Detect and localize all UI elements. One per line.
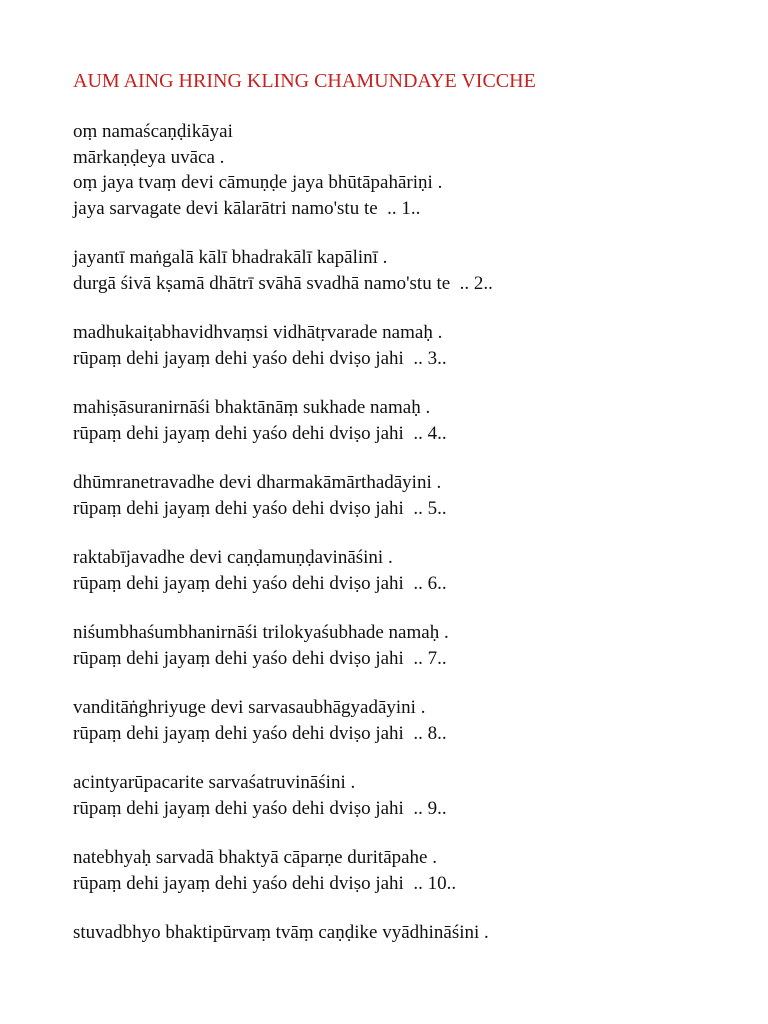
verse-stanza [73, 695, 733, 746]
verse-line: rūpaṃ dehi jayaṃ dehi yaśo dehi dviṣo jahi .. 9.. [73, 797, 447, 819]
verse-line: dhūmranetravadhe devi dharmakāmārthadāyini . [73, 472, 442, 493]
verse-line: oṃ namaścaṇḍikāyai [73, 121, 233, 142]
verse-line: niśumbhaśumbhanirnāśi trilokyaśubhade namaḥ . [73, 622, 449, 643]
verse-line: rūpaṃ dehi jayaṃ dehi yaśo dehi dviṣo jahi .. 3.. [73, 347, 447, 369]
verse-line: durgā śivā kṣamā dhātrī svāhā svadhā namo'stu te .. 2.. [73, 272, 493, 294]
verse-line: mārkaṇḍeya uvāca . [73, 146, 225, 168]
verse-line: rūpaṃ dehi jayaṃ dehi yaśo dehi dviṣo jahi .. 5.. [73, 497, 447, 519]
verse-stanza [73, 395, 733, 446]
verse-line: stuvadbhyo bhaktipūrvaṃ tvāṃ caṇḍike vyādhināśini . [73, 922, 489, 943]
verse-line: oṃ jaya tvaṃ devi cāmuṇḍe jaya bhūtāpahāriṇi . [73, 172, 443, 193]
verse-line: madhukaiṭabhavidhvaṃsi vidhātṛvarade namaḥ . [73, 322, 443, 343]
verse-stanza [73, 845, 733, 896]
verse-stanza [73, 320, 733, 371]
verse-line: rūpaṃ dehi jayaṃ dehi yaśo dehi dviṣo jahi .. 8.. [73, 722, 447, 744]
document-title: AUM AING HRING KLING CHAMUNDAYE VICCHE [73, 70, 536, 92]
verse-stanza [73, 770, 733, 821]
verse-line: rūpaṃ dehi jayaṃ dehi yaśo dehi dviṣo jahi .. 7.. [73, 647, 447, 669]
verse-line: rūpaṃ dehi jayaṃ dehi yaśo dehi dviṣo jahi .. 6.. [73, 572, 447, 594]
verse-line: vanditāṅghriyuge devi sarvasaubhāgyadāyini . [73, 697, 426, 718]
verse-stanza [73, 470, 733, 521]
verse-stanza [73, 119, 733, 221]
verse-line: mahiṣāsuranirnāśi bhaktānāṃ sukhade namaḥ . [73, 397, 431, 418]
verse-stanza [73, 245, 733, 296]
verse-line: jayantī maṅgalā kālī bhadrakālī kapālinī . [73, 247, 388, 268]
verse-line: acintyarūpacarite sarvaśatruvināśini . [73, 772, 356, 793]
verse-stanza [73, 920, 733, 946]
verse-line: natebhyaḥ sarvadā bhaktyā cāparṇe duritāpahe . [73, 847, 437, 868]
verse-list [73, 119, 733, 970]
verse-line: raktabījavadhe devi caṇḍamuṇḍavināśini . [73, 547, 393, 568]
verse-line: jaya sarvagate devi kālarātri namo'stu te .. 1.. [73, 197, 421, 219]
verse-stanza [73, 545, 733, 596]
verse-line: rūpaṃ dehi jayaṃ dehi yaśo dehi dviṣo jahi .. 4.. [73, 422, 447, 444]
verse-line: rūpaṃ dehi jayaṃ dehi yaśo dehi dviṣo jahi .. 10.. [73, 872, 457, 894]
verse-stanza [73, 620, 733, 671]
